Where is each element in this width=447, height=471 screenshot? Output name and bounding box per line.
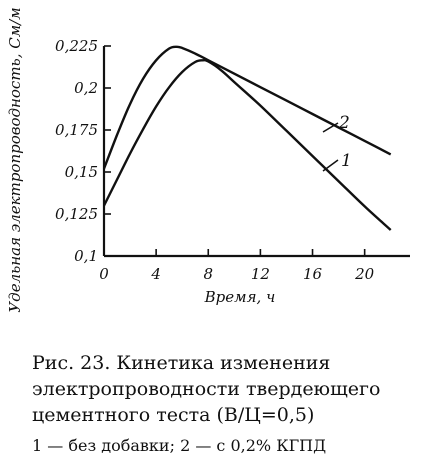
x-tick-label: 16 — [302, 265, 323, 283]
curve-label-1: 1 — [341, 151, 352, 171]
x-tick-label: 8 — [203, 265, 214, 283]
y-tick-label: 0,1 — [74, 247, 98, 265]
y-axis-label: Удельная электропроводность, См/м — [6, 7, 24, 313]
figure-legend-text: 1 — без добавки; 2 — с 0,2% КГПД — [32, 436, 327, 455]
x-tick-label: 0 — [99, 265, 109, 283]
axes — [104, 46, 410, 256]
y-tick-label: 0,125 — [55, 205, 98, 223]
series-layer — [104, 47, 391, 230]
y-tick-label: 0,175 — [55, 121, 98, 139]
y-ticks — [55, 37, 111, 265]
x-ticks — [99, 249, 374, 283]
curve-label-1-leader — [323, 160, 338, 171]
y-tick-label: 0,225 — [55, 37, 98, 55]
x-axis-label: Время, ч — [204, 288, 276, 306]
x-tick-label: 20 — [355, 265, 375, 283]
figure-caption: Рис. 23. Кинетика изменения электропроводности твердеющего цементного теста (В/Ц=0,5) — [32, 352, 381, 426]
x-tick-label: 12 — [250, 265, 270, 283]
series-line-1 — [104, 60, 391, 230]
y-tick-label: 0,2 — [74, 79, 98, 97]
y-tick-label: 0,15 — [64, 163, 98, 181]
x-tick-label: 4 — [151, 265, 161, 283]
curve-label-2: 2 — [339, 113, 350, 133]
